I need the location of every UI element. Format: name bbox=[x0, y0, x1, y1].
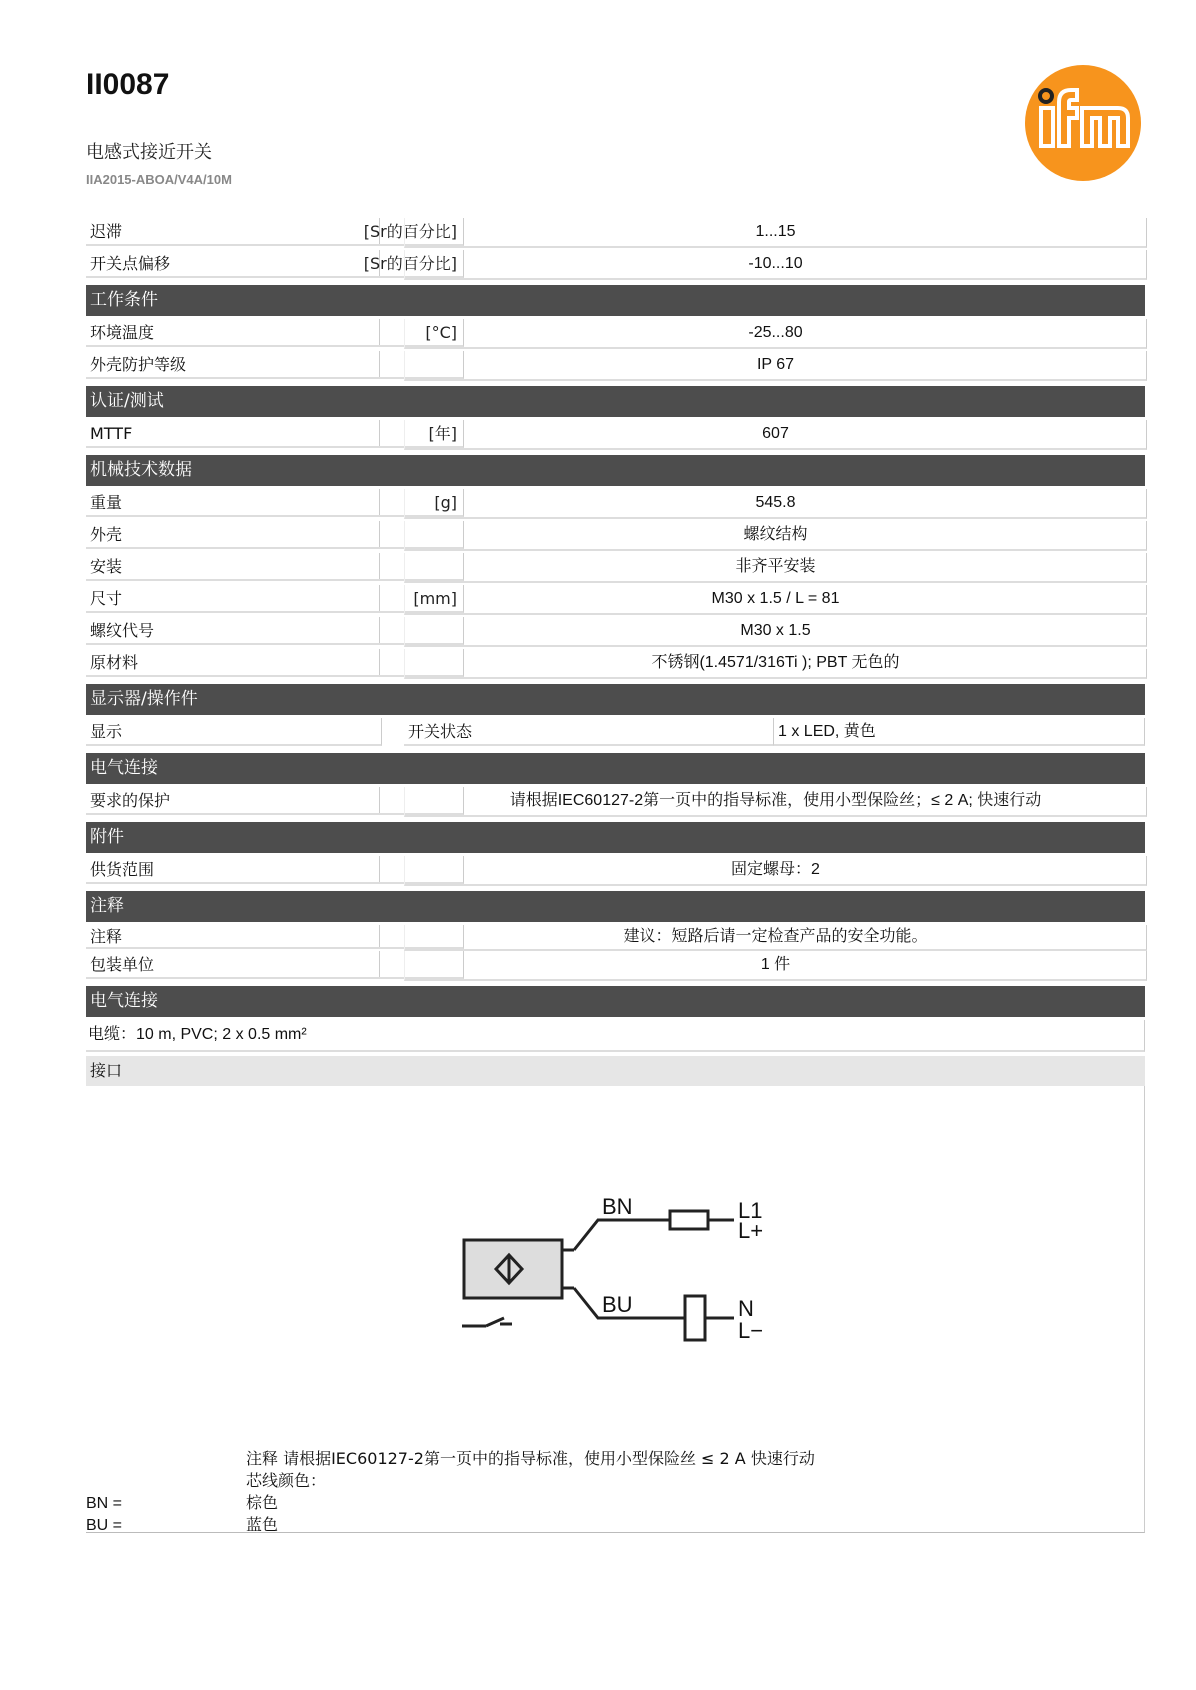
spec-value: 不锈钢(1.4571/316Ti ); PBT 无色的 bbox=[404, 649, 1147, 679]
product-code: IIA2015-ABOA/V4A/10M bbox=[86, 172, 232, 187]
spec-row-protection-required bbox=[86, 787, 1145, 819]
section-mechanical: 机械技术数据 bbox=[86, 455, 1145, 486]
spec-row-thread bbox=[86, 617, 1145, 649]
bn-value: 棕色 bbox=[246, 1493, 279, 1512]
spec-table bbox=[86, 218, 1145, 1533]
spec-row-ambient-temp bbox=[86, 319, 1145, 351]
spec-value: IP 67 bbox=[404, 351, 1147, 381]
spec-row-hysteresis bbox=[86, 218, 1145, 250]
spec-row-display bbox=[86, 718, 1145, 750]
wiring-diagram bbox=[456, 1168, 796, 1358]
cable-spec: 电缆：10 m, PVC; 2 x 0.5 mm² bbox=[86, 1020, 1145, 1052]
spec-value: 非齐平安装 bbox=[404, 553, 1147, 583]
section-operating-conditions: 工作条件 bbox=[86, 285, 1145, 316]
spec-value: M30 x 1.5 bbox=[404, 617, 1147, 647]
l1-label: L1 bbox=[738, 1198, 763, 1223]
product-subtitle: 电感式接近开关 bbox=[86, 142, 212, 163]
spec-value: 建议：短路后请一定检查产品的安全功能。 bbox=[404, 925, 1147, 951]
bn-color-row bbox=[86, 1492, 815, 1514]
lminus-label: L− bbox=[738, 1318, 764, 1343]
spec-label: 螺纹代号 bbox=[86, 617, 380, 645]
section-display: 显示器/操作件 bbox=[86, 684, 1145, 715]
spec-unit: [°C] bbox=[246, 319, 464, 347]
spec-row-mttf bbox=[86, 420, 1145, 452]
spec-row-note bbox=[86, 925, 1145, 951]
section-electrical: 电气连接 bbox=[86, 753, 1145, 784]
bu-color-row bbox=[86, 1514, 815, 1536]
spec-label: 尺寸 bbox=[86, 585, 380, 613]
spec-unit: [Sr的百分比] bbox=[246, 250, 464, 278]
spec-label: 外壳防护等级 bbox=[86, 351, 380, 379]
spec-row-housing bbox=[86, 521, 1145, 553]
bn-key: BN = bbox=[86, 1495, 123, 1512]
spec-row-switch-drift bbox=[86, 250, 1145, 282]
lplus-label: L+ bbox=[738, 1218, 764, 1243]
spec-row-mounting bbox=[86, 553, 1145, 585]
bu-value: 蓝色 bbox=[246, 1515, 279, 1534]
spec-row-protection bbox=[86, 351, 1145, 383]
section-notes: 注释 bbox=[86, 891, 1145, 922]
spec-label: 供货范围 bbox=[86, 856, 380, 884]
spec-value: 607 bbox=[404, 420, 1147, 450]
spec-unit: [g] bbox=[246, 489, 464, 517]
spec-label: 要求的保护 bbox=[86, 787, 380, 815]
ifm-logo-icon bbox=[1024, 64, 1142, 182]
spec-value: 固定螺母：2 bbox=[404, 856, 1147, 886]
section-connection: 电气连接 bbox=[86, 986, 1145, 1017]
spec-row-packing-unit bbox=[86, 951, 1145, 983]
bu-key: BU = bbox=[86, 1517, 123, 1534]
spec-unit: [Sr的百分比] bbox=[246, 218, 464, 246]
spec-unit: [年] bbox=[246, 420, 464, 448]
spec-value: 请根据IEC60127-2第一页中的指导标准，使用小型保险丝；≤ 2 A; 快速行动 bbox=[404, 787, 1147, 817]
core-colors-title: 芯线颜色： bbox=[246, 1471, 327, 1490]
spec-label: 安装 bbox=[86, 553, 380, 581]
spec-label: 注释 bbox=[86, 925, 380, 949]
spec-value: -10...10 bbox=[404, 250, 1147, 280]
sensor-body bbox=[464, 1240, 562, 1298]
spec-value: -25...80 bbox=[404, 319, 1147, 349]
spec-label: 包装单位 bbox=[86, 951, 380, 979]
spec-row-scope-of-delivery bbox=[86, 856, 1145, 888]
wiring-notes bbox=[86, 1448, 815, 1536]
spec-row-material bbox=[86, 649, 1145, 681]
n-label: N bbox=[738, 1296, 754, 1321]
product-title: II0087 bbox=[86, 68, 170, 101]
fuse-note: 注释 请根据IEC60127-2第一页中的指导标准，使用小型保险丝 ≤ 2 A 快速行动 bbox=[246, 1449, 815, 1468]
bn-label: BN bbox=[602, 1194, 633, 1219]
bu-label: BU bbox=[602, 1292, 633, 1317]
spec-value: 1...15 bbox=[404, 218, 1147, 248]
spec-label: 原材料 bbox=[86, 649, 380, 677]
spec-label: 重量 bbox=[86, 489, 380, 517]
spec-value: 1 x LED, 黄色 bbox=[774, 718, 1145, 746]
spec-subtype: 开关状态 bbox=[404, 718, 774, 746]
wiring-box bbox=[86, 1086, 1145, 1533]
spec-label: 开关点偏移 bbox=[86, 250, 380, 278]
spec-row-weight bbox=[86, 489, 1145, 521]
spec-label: 外壳 bbox=[86, 521, 380, 549]
spec-value: 螺纹结构 bbox=[404, 521, 1147, 551]
spec-value: 545.8 bbox=[404, 489, 1147, 519]
spec-label: 显示 bbox=[86, 718, 382, 746]
spec-unit: [mm] bbox=[246, 585, 464, 613]
section-accessories: 附件 bbox=[86, 822, 1145, 853]
spec-label: MTTF bbox=[86, 420, 380, 448]
spec-value: M30 x 1.5 / L = 81 bbox=[404, 585, 1147, 615]
section-certification: 认证/测试 bbox=[86, 386, 1145, 417]
interface-heading: 接口 bbox=[86, 1056, 1145, 1086]
spec-label: 环境温度 bbox=[86, 319, 380, 347]
spec-row-dimensions bbox=[86, 585, 1145, 617]
spec-value: 1 件 bbox=[404, 951, 1147, 981]
spec-label: 迟滞 bbox=[86, 218, 380, 246]
